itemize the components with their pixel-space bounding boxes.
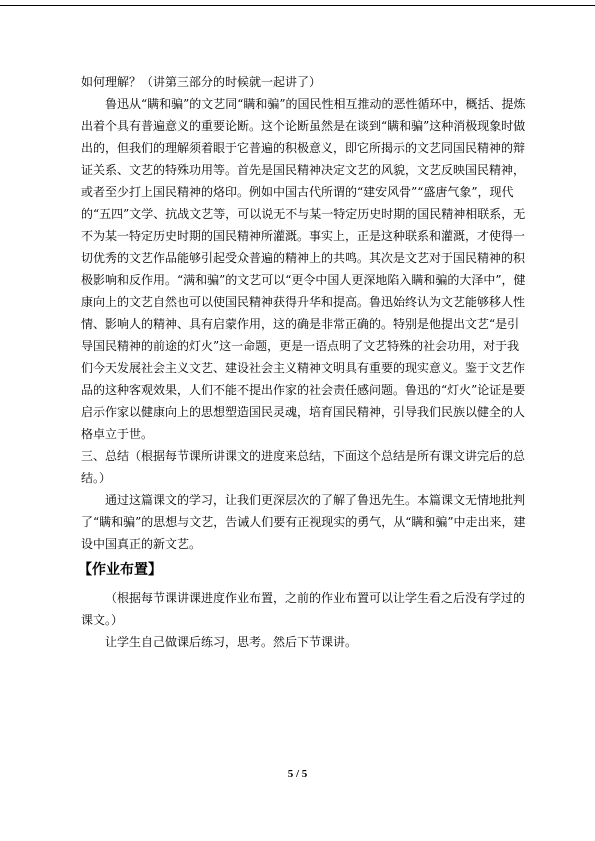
document-body (78, 71, 529, 653)
header-rule (0, 5, 595, 6)
analysis-paragraph: 鲁迅从“瞒和骗”的文艺同“瞒和骗”的国民性相互推动的恶性循环中，概括、提炼出着个具有普遍意义的重要论断。这个论断虽然是在谈到“瞒和骗”这种消极现象时做出的，但我们的理解须着眼于它普遍的积极意义，即它所揭示的文艺同国民精神的辩证关系、文艺的特殊功用等。首先是国民精神决定文艺的风貌，文艺反映国民精神，或者至少打上国民精神的烙印。例如中国古代所谓的“建安风骨”“盛唐气象”，现代的“五四”文学、抗战文艺等，可以说无不与某一特定历史时期的国民精神相联系，无不为某一特定历史时期的国民精神所灌溉。事实上，正是这种联系和灌溉，才使得一切优秀的文艺作品能够引起受众普遍的精神上的共鸣。其次是文艺对于国民精神的积极影响和反作用。“满和骗”的文艺可以“更令中国人更深地陷入瞒和骗的大泽中”，健康向上的文艺自然也可以使国民精神获得升华和提高。鲁迅始终认为文艺能够移人性情、影响人的精神、具有启蒙作用，这的确是非常正确的。特别是他提出文艺“是引导国民精神的前途的灯火”这一命题，更是一语点明了文艺特殊的社会功用，对于我们今天发展社会主义文艺、建设社会主义精神文明具有重要的现实意义。鉴于文艺作品的这种客观效果，人们不能不提出作家的社会责任感问题。鲁迅的“灯火”论证是要启示作家以健康向上的思想塑造国民灵魂，培育国民精神，引导我们民族以健全的人格卓立于世。 (81, 97, 526, 441)
summary-paragraph: 通过这篇课文的学习，让我们更深层次的了解了鲁迅先生。本篇课文无情地批判了“瞒和骗”的思想与文艺，告诫人们要有正视现实的勇气，从“瞒和骗”中走出来，建设中国真正的新文艺。 (81, 493, 526, 551)
summary-heading: 三、总结（根据每节课所讲课文的进度来总结，下面这个总结是所有课文讲完后的总结。） (81, 449, 526, 485)
question-line: 如何理解？（讲第三部分的时候就一起讲了） (81, 75, 322, 89)
page-number: 5 / 5 (287, 768, 308, 780)
homework-heading: 【作业布置】 (78, 562, 162, 578)
homework-task: 让学生自己做课后练习，思考。然后下节课讲。 (105, 635, 358, 649)
homework-note: （根据每节课讲课进度作业布置，之前的作业布置可以让学生看之后没有学过的课文。） (81, 591, 526, 627)
